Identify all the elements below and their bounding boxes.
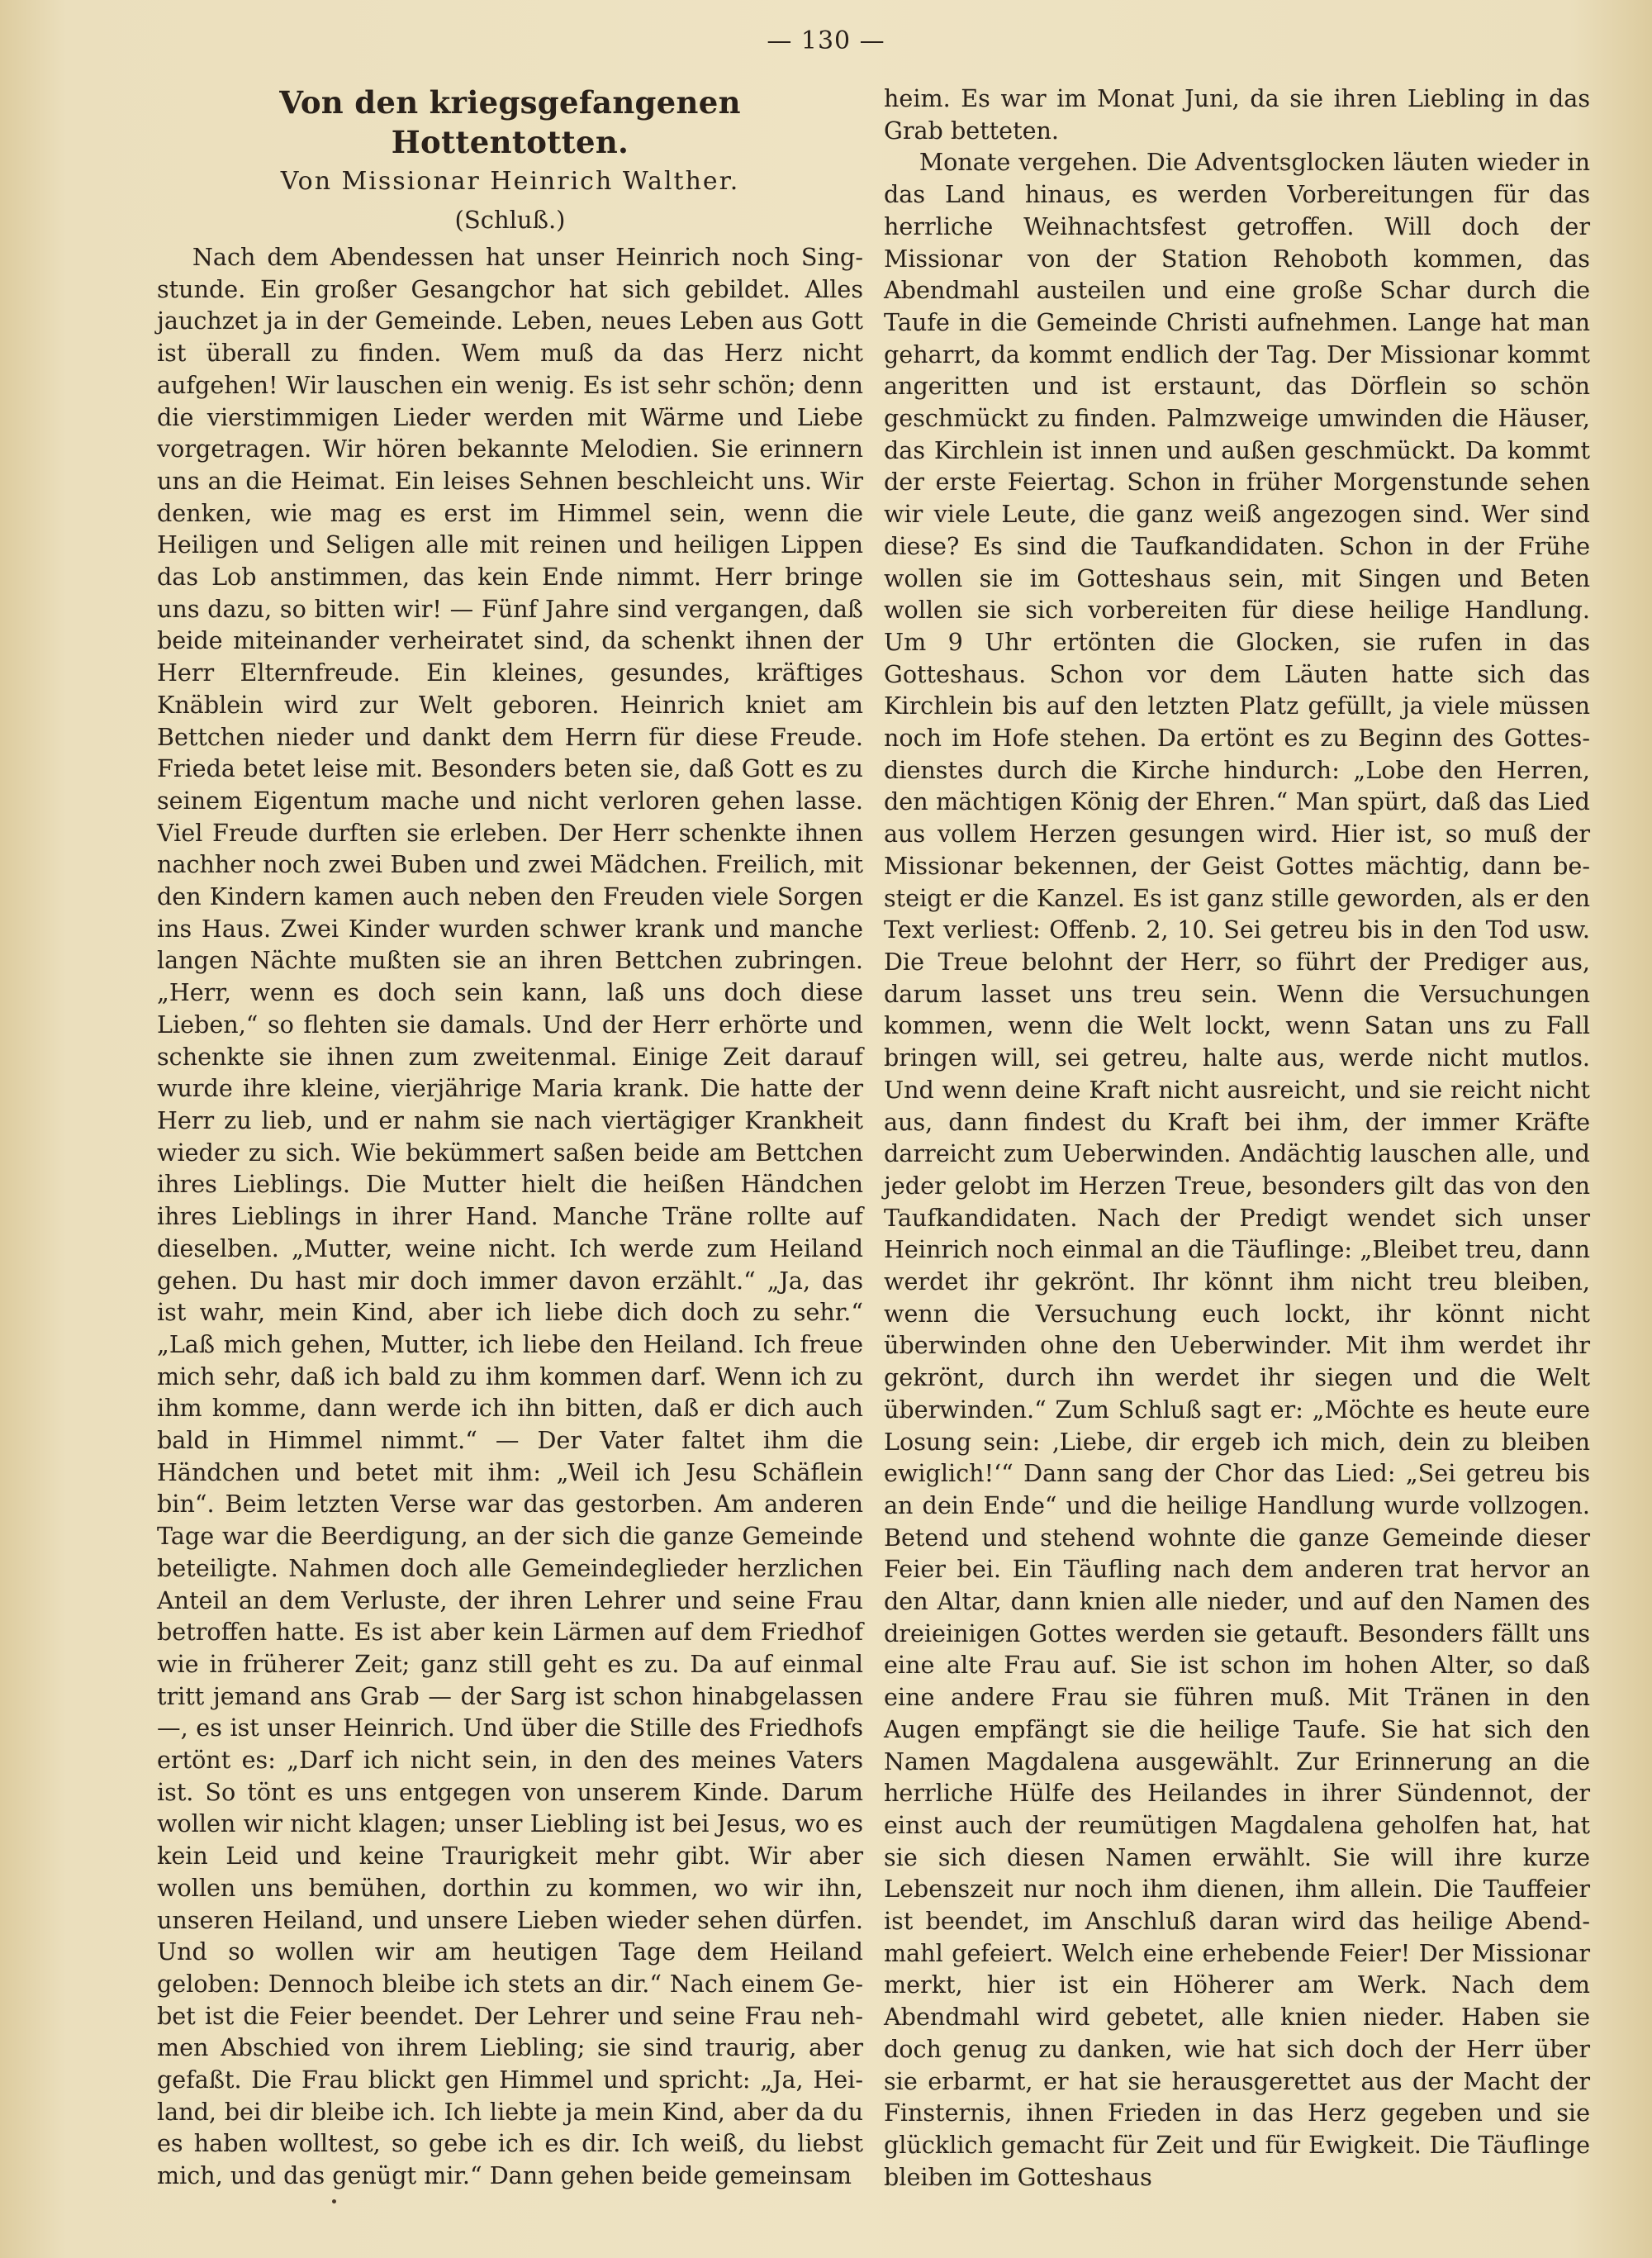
- page-number: — 130 —: [767, 26, 885, 55]
- left-column: [157, 83, 863, 2192]
- right-column: [884, 83, 1590, 2193]
- paragraph: Nach dem Abendessen hat unser Heinrich noch Singstunde. Ein großer Gesangchor hat sich gebildet. Alles jauchzet ja in der Gemeinde. Leben, neues Leben aus Gott ist überall zu finden. Wem muß da das Herz nicht aufgehen! Wir lauschen ein wenig. Es ist sehr schön; denn die vierstimmigen Lieder werden mit Wärme und Liebe vorgetragen. Wir hören bekannte Melodien. Sie erinnern uns an die Heimat. Ein leises Sehnen beschleicht uns. Wir denken, wie mag es erst im Himmel sein, wenn die Heiligen und Seligen alle mit reinen und heiligen Lippen das Lob anstimmen, das kein Ende nimmt. Herr bringe uns dazu, so bitten wir! — Fünf Jahre sind vergangen, daß beide miteinander verheiratet sind, da schenkt ihnen der Herr Elternfreude. Ein kleines, gesundes, kräftiges Knäblein wird zur Welt geboren. Heinrich kniet am Bettchen nieder und dankt dem Herrn für diese Freude. Frieda betet leise mit. Besonders beten sie, daß Gott es zu seinem Eigentum mache und nicht verloren gehen lasse. Viel Freude durften sie erleben. Der Herr schenkte ihnen nachher noch zwei Buben und zwei Mädchen. Freilich, mit den Kindern kamen auch neben den Freuden viele Sorgen ins Haus. Zwei Kinder wurden schwer krank und manche langen Nächte mußten sie an ihren Bettchen zubringen. „Herr, wenn es doch sein kann, laß uns doch diese Lieben,“ so flehten sie damals. Und der Herr erhörte und schenkte sie ihnen zum zweitenmal. Einige Zeit darauf wurde ihre kleine, vierjährige Maria krank. Die hatte der Herr zu lieb, und er nahm sie nach viertägiger Krankheit wieder zu sich. Wie bekümmert saßen beide am Bettchen ihres Lieblings. Die Mutter hielt die heißen Händchen ihres Lieblings in ihrer Hand. Manche Träne rollte auf dieselben. „Mutter, weine nicht. Ich werde zum Heiland gehen. Du hast mir doch immer davon erzählt.“ „Ja, das ist wahr, mein Kind, aber ich liebe dich doch zu sehr.“ „Laß mich gehen, Mutter, ich liebe den Heiland. Ich freue mich sehr, daß ich bald zu ihm kommen darf. Wenn ich zu ihm komme, dann werde ich ihn bitten, daß er dich auch bald in Himmel nimmt.“ — Der Vater faltet ihm die Händchen und betet mit ihm: „Weil ich Jesu Schäflein bin“. Beim letzten Verse war das gestorben. Am anderen Tage war die Beerdigung, an der sich die ganze Gemeinde beteiligte. Nahmen doch alle Gemeindeglieder herzlichen Anteil an dem Verluste, der ihren Lehrer und seine Frau betroffen hatte. Es ist aber kein Lärmen auf dem Friedhof wie in früherer Zeit; ganz still geht es zu. Da auf einmal tritt jemand ans Grab — der Sarg ist schon hinabgelassen —, es ist unser Heinrich. Und über die Stille des Friedhofs ertönt es: „Darf ich nicht sein, in den des meines Vaters ist. So tönt es uns entgegen von unserem Kinde. Darum wollen wir nicht klagen; unser Liebling ist bei Jesus, wo es kein Leid und keine Traurigkeit mehr gibt. Wir aber wollen uns bemühen, dorthin zu kommen, wo wir ihn, unseren Heiland, und unsere Lieben wieder sehen dürfen. Und so wollen wir am heutigen Tage dem Heiland geloben: Dennoch bleibe ich stets an dir.“ Nach einem Gebet ist die Feier beendet. Der Lehrer und seine Frau nehmen Abschied von ihrem Liebling; sie sind traurig, aber gefaßt. Die Frau blickt gen Himmel und spricht: „Ja, Heiland, bei dir bleibe ich. Ich liebte ja mein Kind, aber da du es haben wolltest, so gebe ich es dir. Ich weiß, du liebst mich, und das genügt mir.“ Dann gehen beide gemeinsam: [157, 243, 863, 2190]
- article-title: Von den kriegsgefangenen Hottentotten.: [279, 84, 741, 160]
- paragraph: heim. Es war im Monat Juni, da sie ihren Liebling in das Grab betteten.: [884, 84, 1590, 145]
- article-byline: Von Missionar Heinrich Walther.: [280, 167, 740, 196]
- ink-speck: [332, 2199, 336, 2203]
- paragraph: Monate vergehen. Die Adventsglocken läuten wieder in das Land hinaus, es werden Vorbereitungen für das herrliche Weihnachtsfest getroffen. Will doch der Missionar von der Station Rehoboth kommen, das Abendmahl austeilen und eine große Schar durch die Taufe in die Gemeinde Christi aufnehmen. Lange hat man geharrt, da kommt endlich der Tag. Der Missionar kommt angeritten und ist erstaunt, das Dörflein so schön geschmückt zu finden. Palmzweige umwinden die Häuser, das Kirchlein ist innen und außen geschmückt. Da kommt der erste Feiertag. Schon in früher Morgenstunde sehen wir viele Leute, die ganz weiß angezogen sind. Wer sind diese? Es sind die Taufkandidaten. Schon in der Frühe wollen sie im Gotteshaus sein, mit Singen und Beten wollen sie sich vorbereiten für diese heilige Handlung. Um 9 Uhr ertönten die Glocken, sie rufen in das Gotteshaus. Schon vor dem Läuten hatte sich das Kirchlein bis auf den letzten Platz gefüllt, ja viele müssen noch im Hofe stehen. Da ertönt es zu Beginn des Gottesdienstes durch die Kirche hindurch: „Lobe den Herren, den mächtigen König der Ehren.“ Man spürt, daß das Lied aus vollem Herzen gesungen wird. Hier ist, so muß der Missionar bekennen, der Geist Gottes mächtig, dann besteigt er die Kanzel. Es ist ganz stille geworden, als er den Text verliest: Offenb. 2, 10. Sei getreu bis in den Tod usw. Die Treue belohnt der Herr, so führt der Prediger aus, darum lasset uns treu sein. Wenn die Versuchungen kommen, wenn die Welt lockt, wenn Satan uns zu Fall bringen will, sei getreu, halte aus, werde nicht mutlos. Und wenn deine Kraft nicht ausreicht, und sie reicht nicht aus, dann findest du Kraft bei ihm, der immer Kräfte darreicht zum Ueberwinden. Andächtig lauschen alle, und jeder gelobt im Herzen Treue, besonders gilt das von den Taufkandidaten. Nach der Predigt wendet sich unser Heinrich noch einmal an die Täuflinge: „Bleibet treu, dann werdet ihr gekrönt. Ihr könnt ihm nicht treu bleiben, wenn die Versuchung euch lockt, ihr könnt nicht überwinden ohne den Ueberwinder. Mit ihm werdet ihr gekrönt, durch ihn werdet ihr siegen und die Welt überwinden.“ Zum Schluß sagt er: „Möchte es heute eure Losung sein: ‚Liebe, dir ergeb ich mich, dein zu bleiben ewiglich!‘“ Dann sang der Chor das Lied: „Sei getreu bis an dein Ende“ und die heilige Handlung wurde vollzogen. Betend und stehend wohnte die ganze Gemeinde dieser Feier bei. Ein Täufling nach dem anderen trat hervor an den Altar, dann knien alle nieder, und auf den Namen des dreieinigen Gottes werden sie getauft. Besonders fällt uns eine alte Frau auf. Sie ist schon im hohen Alter, so daß eine andere Frau sie führen muß. Mit Tränen in den Augen empfängt sie die heilige Taufe. Sie hat sich den Namen Magdalena ausgewählt. Zur Erinnerung an die herrliche Hülfe des Heilandes in ihrer Sündennot, der einst auch der reumütigen Magdalena geholfen hat, hat sie sich diesen Namen erwählt. Sie will ihre kurze Lebenszeit nur noch ihm dienen, ihm allein. Die Tauffeier ist beendet, im Anschluß daran wird das heilige Abendmahl gefeiert. Welch eine erhebende Feier! Der Missionar merkt, hier ist ein Höherer am Werk. Nach dem Abendmahl wird gebetet, alle knien nieder. Haben sie doch genug zu danken, wie hat sich doch der Herr über sie erbarmt, er hat sie herausgerettet aus der Macht der Finsternis, ihnen Frieden in das Herz gegeben und sie glücklich gemacht für Zeit und für Ewigkeit. Die Täuflinge bleiben im Gotteshaus: [884, 148, 1590, 2191]
- article-continuation-note: (Schluß.): [454, 206, 566, 234]
